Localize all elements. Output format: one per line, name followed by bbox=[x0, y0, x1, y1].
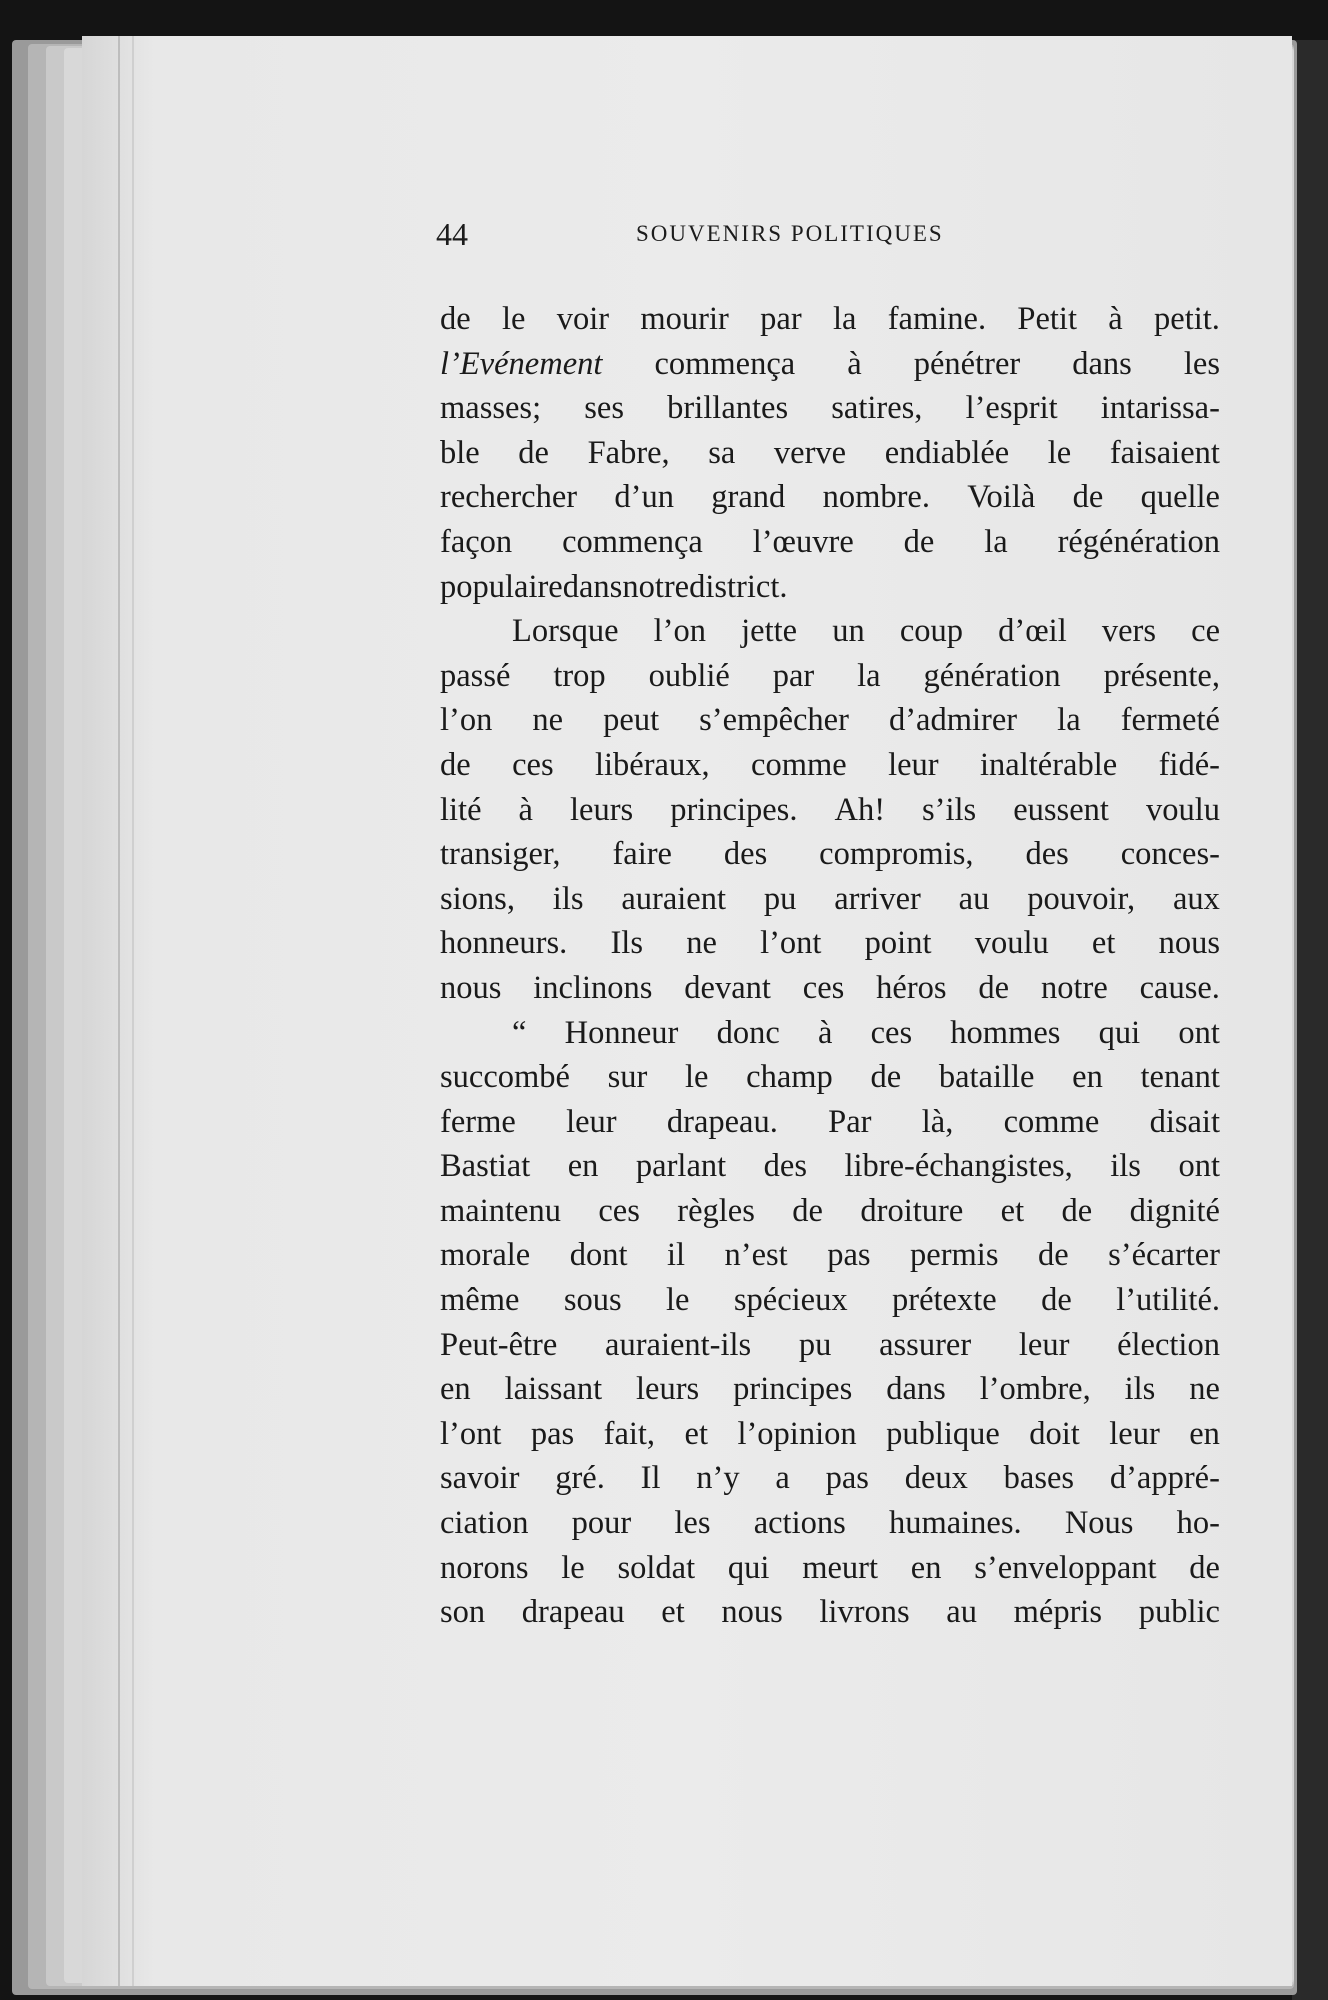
word: a bbox=[775, 1460, 790, 1497]
word: passé bbox=[440, 657, 511, 694]
word: de bbox=[1072, 479, 1104, 516]
word: donc bbox=[716, 1014, 780, 1051]
word: l’ombre, bbox=[979, 1371, 1091, 1408]
word: publique bbox=[886, 1415, 1000, 1452]
word: Peut-être bbox=[440, 1326, 558, 1363]
word: aux bbox=[1172, 880, 1220, 917]
word: le bbox=[561, 1549, 585, 1586]
word: ils bbox=[552, 880, 584, 917]
word: de bbox=[903, 523, 935, 560]
word: Lorsque bbox=[512, 613, 619, 650]
word: eussent bbox=[1013, 791, 1109, 828]
word: ne bbox=[686, 925, 717, 962]
page-number: 44 bbox=[436, 216, 468, 252]
word: prétexte bbox=[892, 1282, 997, 1319]
word: en bbox=[440, 1371, 471, 1408]
word: à bbox=[847, 345, 862, 382]
text-line bbox=[440, 1055, 1220, 1100]
word: pas bbox=[530, 1415, 575, 1452]
text-line bbox=[440, 654, 1220, 699]
word: Bastiat bbox=[440, 1148, 531, 1185]
word: pu bbox=[798, 1326, 832, 1363]
word: la bbox=[832, 301, 857, 337]
word: de bbox=[1041, 1282, 1072, 1319]
word: de bbox=[978, 969, 1010, 1006]
word: l’esprit bbox=[965, 390, 1058, 427]
text-line bbox=[440, 966, 1220, 1011]
word: quelle bbox=[1140, 479, 1220, 516]
word: qui bbox=[727, 1549, 770, 1586]
word: dans bbox=[1072, 345, 1132, 382]
text-line bbox=[440, 565, 1220, 610]
text-line bbox=[440, 698, 1220, 743]
word: l’ont bbox=[440, 1415, 502, 1452]
word: pouvoir, bbox=[1027, 880, 1136, 917]
word: savoir bbox=[440, 1460, 520, 1497]
word: oublié bbox=[648, 657, 730, 694]
word: ces bbox=[598, 1192, 640, 1229]
word: des bbox=[763, 1148, 807, 1185]
word: s’écarter bbox=[1108, 1237, 1220, 1274]
word: s’empêcher bbox=[699, 702, 849, 739]
text-line bbox=[440, 1367, 1220, 1412]
word: leur bbox=[1018, 1326, 1070, 1363]
word: et bbox=[1091, 925, 1116, 962]
word: dont bbox=[569, 1237, 628, 1274]
word: morale bbox=[440, 1237, 531, 1274]
word: de bbox=[518, 434, 549, 471]
word: inclinons bbox=[533, 969, 653, 1006]
text-line bbox=[440, 1189, 1220, 1234]
word: brillantes bbox=[667, 390, 789, 427]
word: hommes bbox=[950, 1014, 1061, 1051]
word: à bbox=[1108, 301, 1123, 337]
word: Ils bbox=[610, 925, 643, 962]
word: rechercher bbox=[440, 479, 578, 516]
word: façon bbox=[440, 523, 513, 560]
word: un bbox=[832, 613, 865, 650]
text-line bbox=[440, 609, 1220, 654]
word: ble bbox=[440, 434, 480, 471]
word: permis bbox=[910, 1237, 999, 1274]
word: par bbox=[772, 657, 815, 694]
word: point bbox=[864, 925, 932, 962]
word: en bbox=[910, 1549, 942, 1586]
word: ses bbox=[584, 390, 624, 427]
word: ont bbox=[1178, 1148, 1220, 1185]
word: des bbox=[1025, 836, 1069, 873]
word: “ bbox=[512, 1014, 527, 1051]
word: sur bbox=[607, 1059, 648, 1096]
word: il bbox=[666, 1237, 686, 1274]
word: de bbox=[870, 1059, 902, 1096]
word: règles bbox=[677, 1192, 755, 1229]
word: auraient bbox=[621, 880, 727, 917]
word: drapeau. bbox=[666, 1103, 778, 1140]
word: Voilà bbox=[967, 479, 1036, 516]
word: voulu bbox=[974, 925, 1049, 962]
word: commença bbox=[654, 345, 796, 382]
word: libéraux, bbox=[595, 746, 710, 783]
word: génération bbox=[923, 657, 1061, 694]
word: bases bbox=[1003, 1460, 1075, 1497]
text-line bbox=[440, 297, 1220, 342]
text-line bbox=[440, 1412, 1220, 1457]
text-line bbox=[440, 1323, 1220, 1368]
word: verve bbox=[773, 434, 847, 471]
word: leur bbox=[888, 746, 939, 783]
word: mourir bbox=[640, 301, 729, 337]
word: inaltérable bbox=[980, 746, 1118, 783]
word: la bbox=[1057, 702, 1081, 739]
text-line bbox=[440, 877, 1220, 922]
word: faisaient bbox=[1109, 434, 1220, 471]
word: devant bbox=[684, 969, 771, 1006]
word: doit bbox=[1029, 1415, 1080, 1452]
word: de bbox=[1189, 1549, 1220, 1586]
word: régénération bbox=[1057, 523, 1220, 560]
word: le bbox=[666, 1282, 690, 1319]
word: norons bbox=[440, 1549, 529, 1586]
word: fidé- bbox=[1158, 746, 1220, 783]
word: commença bbox=[562, 523, 703, 560]
word: laissant bbox=[504, 1371, 603, 1408]
word: notre bbox=[1040, 969, 1108, 1006]
word: son bbox=[440, 1594, 486, 1631]
word: dans bbox=[886, 1371, 946, 1408]
word: ne bbox=[532, 702, 564, 739]
text-line bbox=[440, 743, 1220, 788]
word: arriver bbox=[834, 880, 921, 917]
word: jette bbox=[741, 613, 798, 650]
word: vers bbox=[1101, 613, 1157, 650]
word: ces bbox=[870, 1014, 913, 1051]
word: auraient-ils bbox=[605, 1326, 752, 1363]
word: leurs bbox=[569, 791, 634, 828]
word: même bbox=[440, 1282, 520, 1319]
word: actions bbox=[753, 1505, 846, 1542]
text-line bbox=[440, 832, 1220, 877]
word: ho- bbox=[1176, 1505, 1220, 1542]
word: l’utilité. bbox=[1116, 1282, 1220, 1319]
word: gré. bbox=[555, 1460, 605, 1497]
word: intarissa- bbox=[1100, 390, 1220, 427]
word: meurt bbox=[802, 1549, 878, 1586]
word: satires, bbox=[831, 390, 923, 427]
text-line bbox=[440, 921, 1220, 966]
word: pas bbox=[825, 1460, 869, 1497]
word: endiablée bbox=[884, 434, 1010, 471]
word: Par bbox=[828, 1103, 872, 1140]
word: Il bbox=[640, 1460, 661, 1497]
word: ces bbox=[512, 746, 554, 783]
word: les bbox=[674, 1505, 711, 1542]
word: voir bbox=[556, 301, 610, 337]
word: leur bbox=[566, 1103, 617, 1140]
word: Nous bbox=[1064, 1505, 1134, 1542]
text-line bbox=[440, 1456, 1220, 1501]
word: succombé bbox=[440, 1059, 570, 1096]
word: sa bbox=[708, 434, 736, 471]
word: peut bbox=[603, 702, 660, 739]
word: nous bbox=[440, 969, 502, 1006]
word-italic: l’Evénement bbox=[440, 345, 603, 382]
word: par bbox=[760, 301, 802, 337]
word: Ah! bbox=[834, 791, 886, 828]
word: le bbox=[685, 1059, 709, 1096]
word: le bbox=[1047, 434, 1072, 471]
body-text bbox=[440, 297, 1220, 1635]
word: droiture bbox=[860, 1192, 964, 1229]
word: transiger, bbox=[440, 836, 561, 873]
word: ont bbox=[1178, 1014, 1220, 1051]
word: comme bbox=[751, 746, 847, 783]
word: populaire bbox=[440, 568, 563, 605]
word: nombre. bbox=[822, 479, 930, 516]
word: sous bbox=[563, 1282, 622, 1319]
word: de bbox=[1037, 1237, 1069, 1274]
word: s’ils bbox=[922, 791, 977, 828]
word: de bbox=[440, 301, 471, 337]
word: cause. bbox=[1139, 969, 1220, 1006]
word: leur bbox=[1109, 1415, 1160, 1452]
word: trop bbox=[553, 657, 606, 694]
text-line bbox=[440, 431, 1220, 476]
word: disait bbox=[1149, 1103, 1220, 1140]
word: le bbox=[501, 301, 526, 337]
word: drapeau bbox=[521, 1594, 625, 1631]
word: qui bbox=[1098, 1014, 1141, 1051]
word: à bbox=[518, 791, 533, 828]
word: d’un bbox=[614, 479, 674, 516]
word: nous bbox=[1158, 925, 1220, 962]
word: ferme bbox=[440, 1103, 516, 1140]
word: dans bbox=[562, 568, 623, 605]
word: bataille bbox=[938, 1059, 1035, 1096]
text-line bbox=[440, 1278, 1220, 1323]
word: masses; bbox=[440, 390, 542, 427]
word: à bbox=[817, 1014, 833, 1051]
word: en bbox=[1072, 1059, 1103, 1096]
word: Petit bbox=[1017, 301, 1077, 337]
word: et bbox=[661, 1594, 685, 1631]
word: la bbox=[984, 523, 1008, 560]
word: champ bbox=[746, 1059, 833, 1096]
word: tenant bbox=[1140, 1059, 1220, 1096]
word: là, bbox=[921, 1103, 954, 1140]
word: de bbox=[792, 1192, 823, 1229]
word: et bbox=[684, 1415, 708, 1452]
word: ils bbox=[1110, 1148, 1141, 1185]
word: d’admirer bbox=[888, 702, 1018, 739]
word: pénétrer bbox=[913, 345, 1021, 382]
word: libre-échangistes, bbox=[844, 1148, 1073, 1185]
word: assurer bbox=[879, 1326, 972, 1363]
word: héros bbox=[876, 969, 947, 1006]
word: spécieux bbox=[733, 1282, 848, 1319]
text-line bbox=[440, 475, 1220, 520]
text-line bbox=[440, 1100, 1220, 1145]
word: coup bbox=[899, 613, 963, 650]
word: ces bbox=[802, 969, 845, 1006]
word: grand bbox=[711, 479, 786, 516]
running-head bbox=[436, 214, 1016, 254]
word: maintenu bbox=[440, 1192, 561, 1229]
page-edge-line bbox=[132, 36, 134, 1986]
word: ils bbox=[1124, 1371, 1156, 1408]
word: ciation bbox=[440, 1505, 529, 1542]
running-title: SOUVENIRS POLITIQUES bbox=[636, 221, 944, 246]
word: pas bbox=[827, 1237, 871, 1274]
word: public bbox=[1138, 1594, 1220, 1631]
text-line bbox=[440, 1233, 1220, 1278]
word: l’opinion bbox=[737, 1415, 857, 1452]
text-line bbox=[440, 520, 1220, 565]
text-line bbox=[440, 386, 1220, 431]
word: la bbox=[857, 657, 881, 694]
word: principes. bbox=[670, 791, 798, 828]
word: nous bbox=[721, 1594, 783, 1631]
word: compromis, bbox=[819, 836, 974, 873]
word: ce bbox=[1191, 613, 1220, 650]
text-line bbox=[440, 342, 1220, 387]
word: voulu bbox=[1145, 791, 1220, 828]
text-line bbox=[440, 1144, 1220, 1189]
word: leurs bbox=[636, 1371, 700, 1408]
word: l’on bbox=[440, 702, 493, 739]
word: au bbox=[958, 880, 990, 917]
word: honneurs. bbox=[440, 925, 568, 962]
word: deux bbox=[904, 1460, 968, 1497]
word: conces- bbox=[1120, 836, 1220, 873]
word: parlant bbox=[635, 1148, 727, 1185]
word: d’appré- bbox=[1109, 1460, 1220, 1497]
word: au bbox=[946, 1594, 977, 1631]
word: s’enveloppant bbox=[974, 1549, 1157, 1586]
word: des bbox=[723, 836, 768, 873]
word: petit. bbox=[1154, 301, 1220, 337]
page-edge-line bbox=[118, 36, 120, 1986]
word: fermeté bbox=[1120, 702, 1220, 739]
word: dignité bbox=[1129, 1192, 1220, 1229]
word: n’y bbox=[696, 1460, 740, 1497]
word: d’œil bbox=[998, 613, 1067, 650]
word: livrons bbox=[819, 1594, 910, 1631]
word: de bbox=[440, 746, 471, 783]
word: mépris bbox=[1013, 1594, 1103, 1631]
book-cover-edge bbox=[1292, 40, 1328, 2000]
word: de bbox=[1061, 1192, 1093, 1229]
word: pu bbox=[763, 880, 797, 917]
text-line bbox=[440, 1501, 1220, 1546]
word: élection bbox=[1117, 1326, 1220, 1363]
word: soldat bbox=[617, 1549, 696, 1586]
word: sions, bbox=[440, 880, 515, 917]
text-line bbox=[440, 1590, 1220, 1635]
word: pour bbox=[571, 1505, 632, 1542]
word: Fabre, bbox=[587, 434, 670, 471]
word: comme bbox=[1003, 1103, 1100, 1140]
word: les bbox=[1183, 345, 1220, 382]
word: district. bbox=[689, 568, 788, 605]
word: n’est bbox=[724, 1237, 788, 1274]
word: en bbox=[567, 1148, 599, 1185]
text-line bbox=[440, 1546, 1220, 1591]
word: l’on bbox=[653, 613, 706, 650]
text-line bbox=[440, 1011, 1220, 1056]
word: faire bbox=[612, 836, 672, 873]
word: ne bbox=[1189, 1371, 1220, 1408]
word: notre bbox=[622, 568, 690, 605]
word: et bbox=[1000, 1192, 1025, 1229]
word: famine. bbox=[887, 301, 987, 337]
word: humaines. bbox=[888, 1505, 1022, 1542]
word: présente, bbox=[1103, 657, 1220, 694]
word: Honneur bbox=[564, 1014, 679, 1051]
text-line bbox=[440, 788, 1220, 833]
word: l’ont bbox=[760, 925, 822, 962]
word: en bbox=[1189, 1415, 1220, 1452]
word: lité bbox=[440, 791, 482, 828]
word: fait, bbox=[603, 1415, 656, 1452]
word: l’œuvre bbox=[752, 523, 854, 560]
word: principes bbox=[733, 1371, 853, 1408]
